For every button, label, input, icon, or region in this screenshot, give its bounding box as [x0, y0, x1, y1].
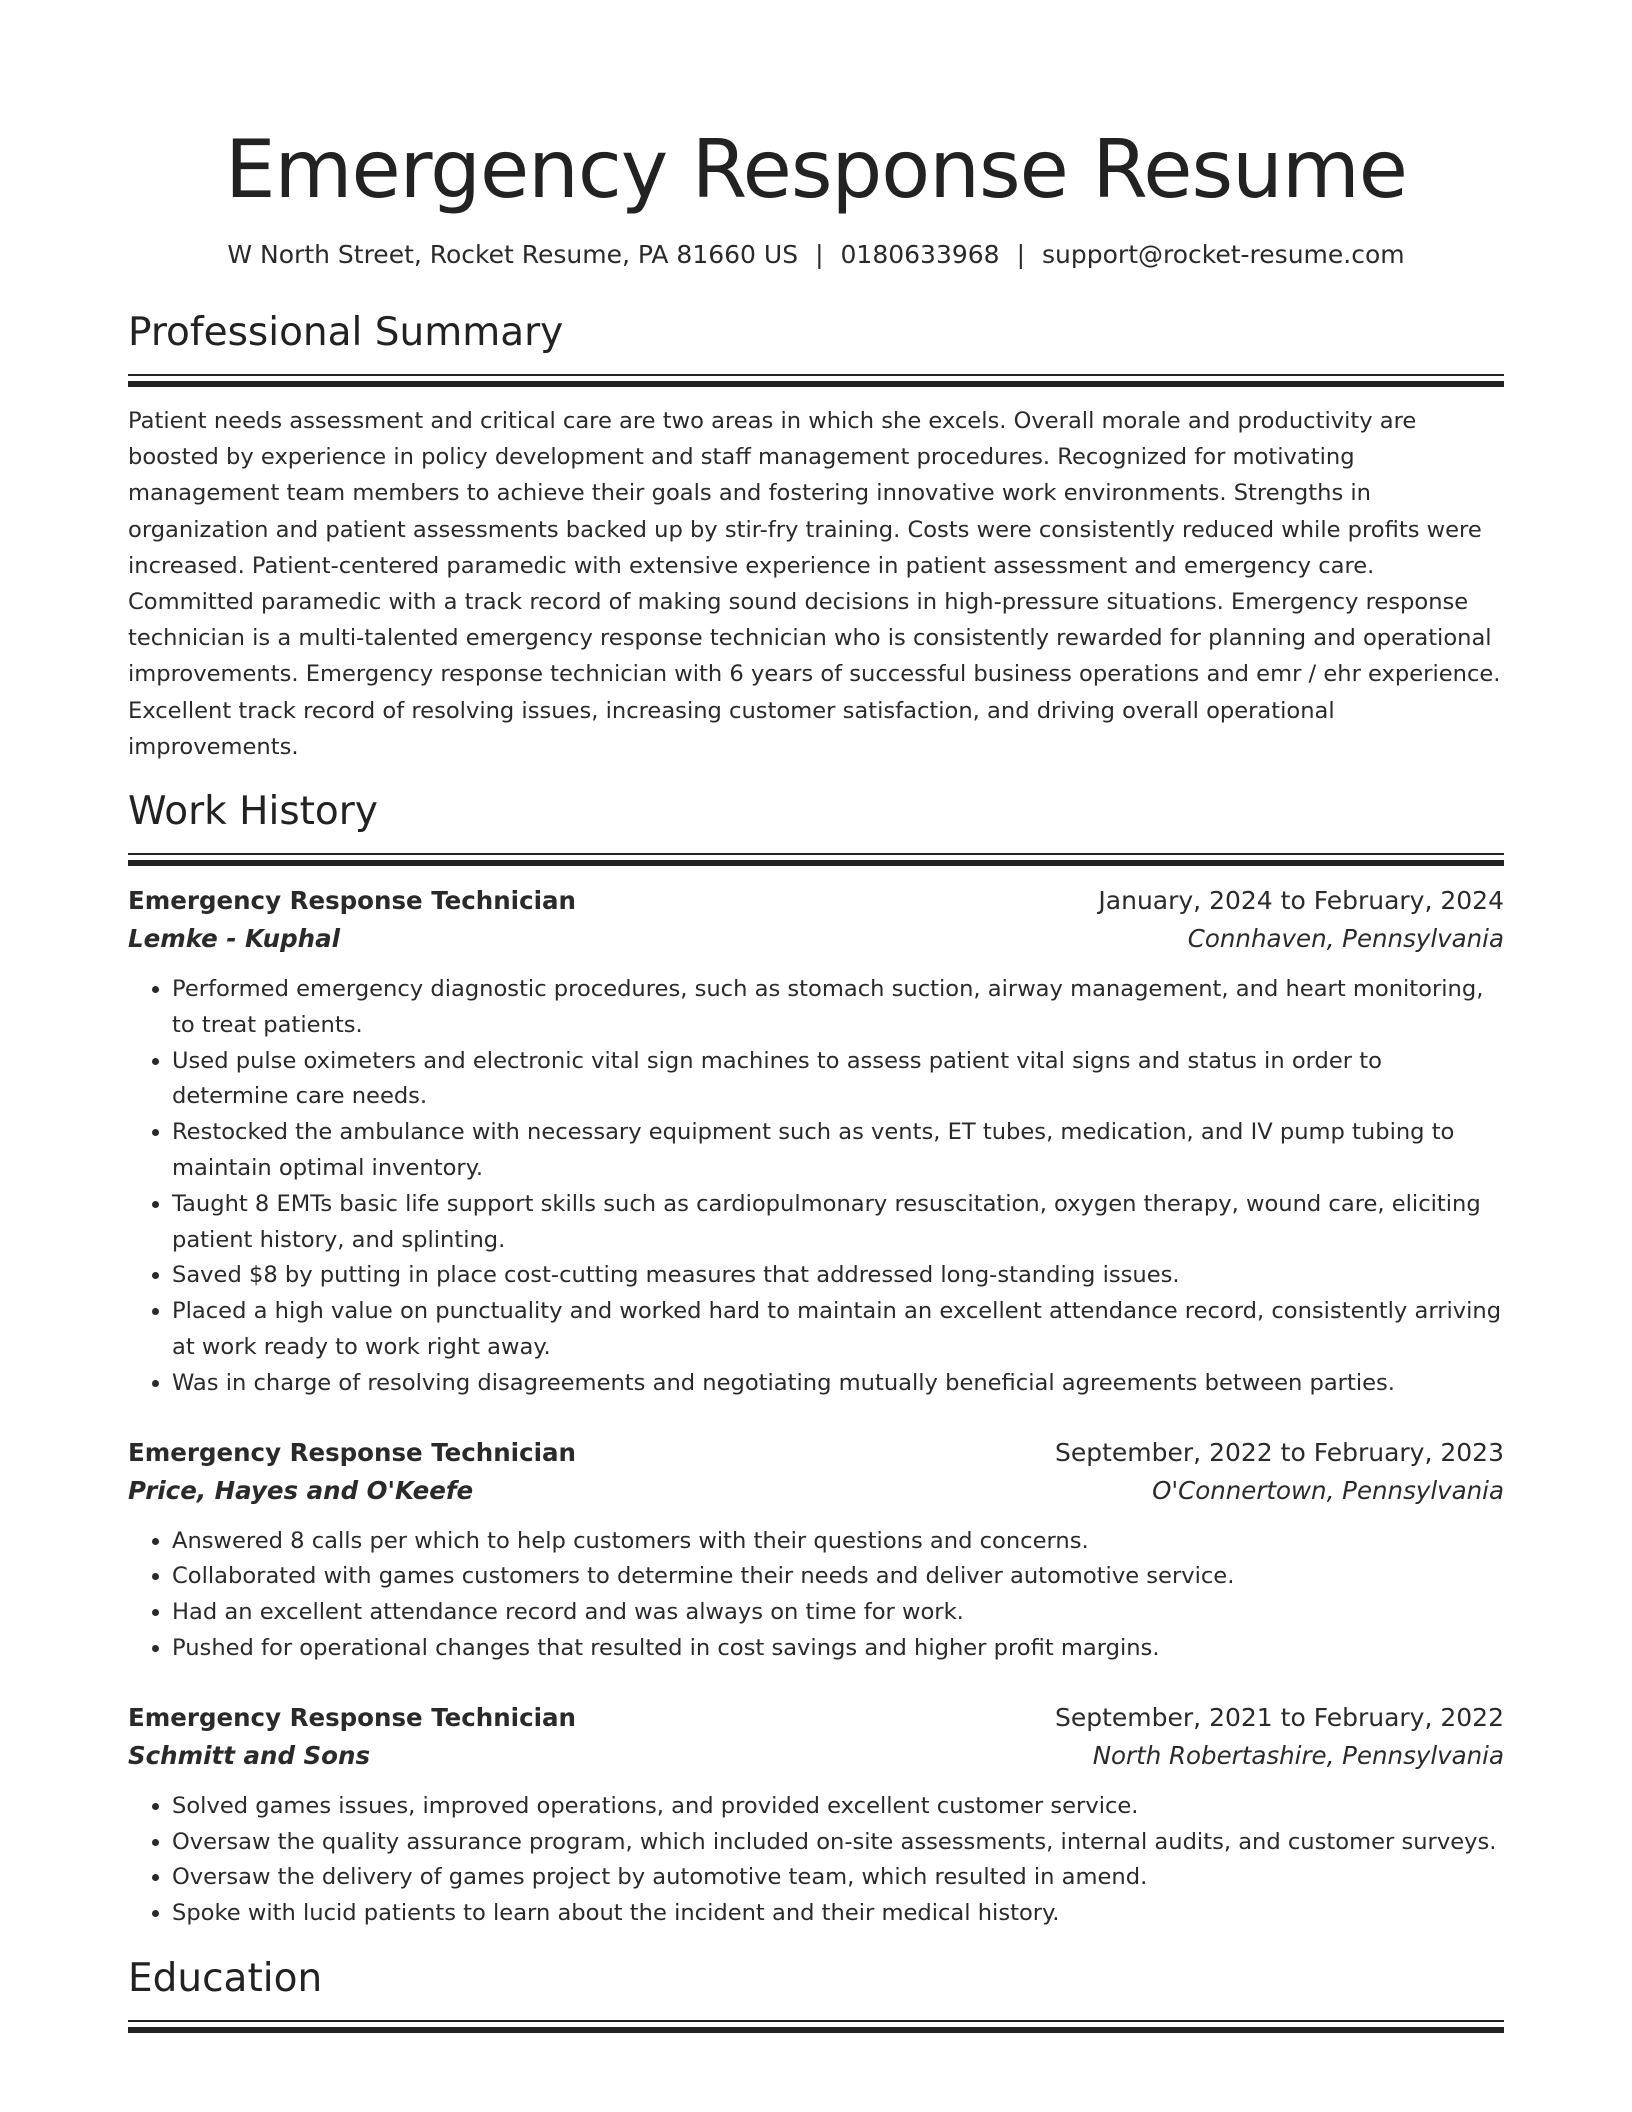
job-bullet-list — [128, 1789, 1504, 1932]
section-heading-work-history: Work History — [128, 789, 378, 835]
work-history-section — [128, 787, 1504, 1932]
job-entry — [128, 882, 1504, 1402]
list-item: • Placed a high value on punctuality and worked hard to maintain an excellent attendance record, consistently arriving at work ready to work right away. — [172, 1294, 1504, 1366]
section-divider — [128, 2020, 1504, 2033]
job-title: Emergency Response Technician — [128, 886, 576, 916]
job-dates: January, 2024 to February, 2024 — [1098, 886, 1504, 916]
contact-separator: | — [815, 240, 824, 269]
list-item: • Taught 8 EMTs basic life support skills such as cardiopulmonary resuscitation, oxygen therapy, wound care, eliciting patient history, and splinting. — [172, 1187, 1504, 1259]
professional-summary-section — [128, 308, 1504, 765]
summary-text: Patient needs assessment and critical care are two areas in which she excels. Overall morale and productivity are boosted by experience in policy development and staff management procedures. Recognized for motivating management team members to achieve their goals and fostering innovative work environments. Strengths in organization and patient assessments backed up by stir-fry training. Costs were consistently reduced while profits were increased. Patient-centered paramedic with extensive experience in patient assessment and emergency care. Committed paramedic with a track record of making sound decisions in high-pressure situations. Emergency response technician is a multi-talented emergency response technician who is consistently rewarded for planning and operational improvements. Emergency response technician with 6 years of successful business operations and emr / ehr experience. Excellent track record of resolving issues, increasing customer satisfaction, and driving overall operational improvements. — [128, 408, 1501, 760]
resume-page — [128, 0, 1504, 2033]
contact-line — [128, 238, 1504, 272]
contact-phone: 0180633968 — [840, 240, 1000, 269]
job-location: North Robertashire, Pennsylvania — [1092, 1740, 1504, 1770]
list-item: • Used pulse oximeters and electronic vital sign machines to assess patient vital signs and status in order to determine care needs. — [172, 1044, 1504, 1116]
contact-separator: | — [1016, 240, 1026, 269]
list-item: • Had an excellent attendance record and was always on time for work. — [172, 1595, 1504, 1631]
list-item: • Solved games issues, improved operations, and provided excellent customer service. — [172, 1789, 1504, 1825]
job-header-row — [128, 882, 1504, 920]
list-item: • Collaborated with games customers to determine their needs and deliver automotive service. — [172, 1559, 1504, 1595]
contact-address: W North Street, Rocket Resume, PA 81660 US — [227, 240, 799, 269]
job-subheader-row — [128, 1472, 1504, 1510]
job-company: Price, Hayes and O'Keefe — [128, 1475, 474, 1505]
job-subheader-row — [128, 920, 1504, 958]
education-section — [128, 1954, 1504, 2033]
job-company: Schmitt and Sons — [128, 1740, 371, 1770]
section-heading-education: Education — [128, 1955, 323, 2001]
job-dates: September, 2022 to February, 2023 — [1055, 1437, 1504, 1467]
job-location: O'Connertown, Pennsylvania — [1152, 1475, 1504, 1505]
section-divider — [128, 374, 1504, 387]
job-title: Emergency Response Technician — [128, 1437, 576, 1467]
list-item: • Answered 8 calls per which to help customers with their questions and concerns. — [172, 1524, 1504, 1560]
job-header-row — [128, 1434, 1504, 1472]
section-heading-summary: Professional Summary — [128, 310, 564, 355]
list-item: • Restocked the ambulance with necessary equipment such as vents, ET tubes, medication, and IV pump tubing to maintain optimal inventory. — [172, 1115, 1504, 1187]
list-item: • Was in charge of resolving disagreements and negotiating mutually beneficial agreements between parties. — [172, 1366, 1504, 1402]
list-item: • Spoke with lucid patients to learn about the incident and their medical history. — [172, 1896, 1504, 1932]
job-dates: September, 2021 to February, 2022 — [1055, 1702, 1504, 1732]
job-subheader-row — [128, 1737, 1504, 1775]
job-entry — [128, 1699, 1504, 1932]
resume-title: Emergency Response Resume — [224, 123, 1408, 216]
job-bullet-list — [128, 972, 1504, 1402]
list-item: • Pushed for operational changes that resulted in cost savings and higher profit margins. — [172, 1631, 1504, 1667]
job-company: Lemke - Kuphal — [128, 924, 341, 954]
job-bullet-list — [128, 1524, 1504, 1667]
job-location: Connhaven, Pennsylvania — [1187, 924, 1504, 954]
job-entry — [128, 1434, 1504, 1667]
contact-email: support@rocket-resume.com — [1042, 240, 1405, 269]
list-item: • Performed emergency diagnostic procedures, such as stomach suction, airway management, and heart monitoring, to treat patients. — [172, 972, 1504, 1044]
list-item: • Oversaw the delivery of games project by automotive team, which resulted in amend. — [172, 1860, 1504, 1896]
list-item: • Oversaw the quality assurance program, which included on-site assessments, internal audits, and customer surveys. — [172, 1825, 1504, 1861]
list-item: • Saved $8 by putting in place cost-cutting measures that addressed long-standing issues. — [172, 1258, 1504, 1294]
job-title: Emergency Response Technician — [128, 1702, 576, 1732]
job-header-row — [128, 1699, 1504, 1737]
section-divider — [128, 853, 1504, 866]
